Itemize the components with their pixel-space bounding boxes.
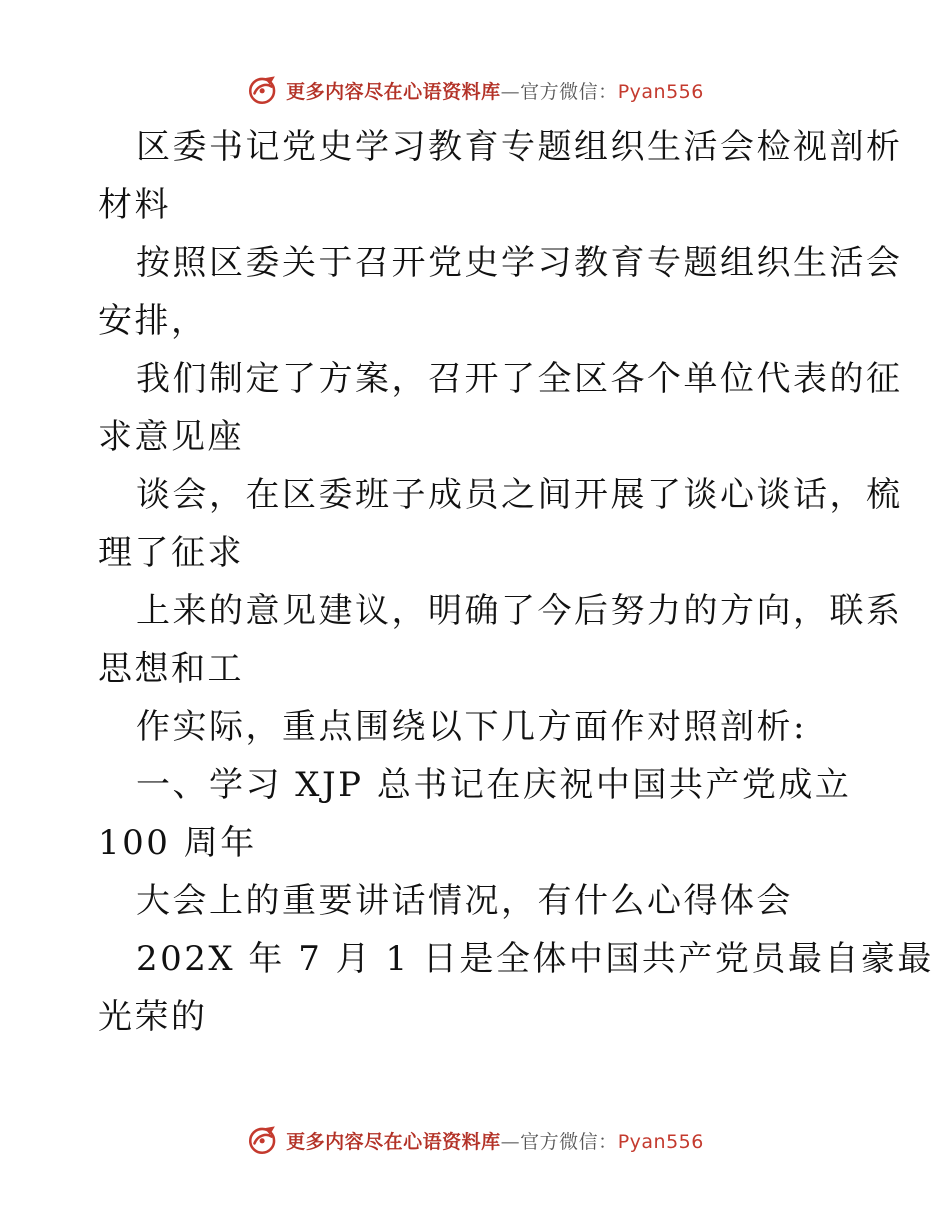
watermark-header [0,70,950,110]
text-line: 区委书记党史学习教育专题组织生活会检视剖析 [136,127,903,167]
text-line: 100 周年 [98,823,257,863]
watermark-footer [0,1120,950,1160]
text-line: 作实际，重点围绕以下几方面作对照剖析: [136,707,807,747]
watermark-brand: 更多内容尽在心语资料库 [286,1130,501,1153]
text-line: 一、学习 XJP 总书记在庆祝中国共产党成立 [136,765,852,805]
text-line: 大会上的重要讲话情况，有什么心得体会 [136,881,793,921]
watermark-account: Pyan556 [617,80,704,103]
text-line: 思想和工 [98,649,244,689]
pen-swirl-logo-icon [246,1123,280,1157]
text-line: 材料 [98,185,171,225]
text-line: 理了征求 [98,533,244,573]
text-line: 求意见座 [98,417,244,457]
pen-swirl-logo-icon [246,73,280,107]
text-line: 光荣的 [98,997,208,1037]
text-line: 谈会，在区委班子成员之间开展了谈心谈话，梳 [136,475,903,515]
watermark-separator: — [500,80,521,103]
text-line: 202X 年 7 月 1 日是全体中国共产党员最自豪最 [136,939,934,979]
watermark-account: Pyan556 [617,1130,704,1153]
watermark-text [286,77,704,104]
text-line: 安排， [98,301,208,341]
document-body [98,118,934,1046]
watermark-text [286,1127,704,1154]
watermark-channel: 官方微信： [520,1130,618,1153]
text-line: 上来的意见建议，明确了今后努力的方向，联系 [136,591,903,631]
text-line: 我们制定了方案，召开了全区各个单位代表的征 [136,359,903,399]
watermark-channel: 官方微信： [520,80,618,103]
text-line: 按照区委关于召开党史学习教育专题组织生活会 [136,243,903,283]
watermark-brand: 更多内容尽在心语资料库 [286,80,501,103]
watermark-separator: — [500,1130,521,1153]
